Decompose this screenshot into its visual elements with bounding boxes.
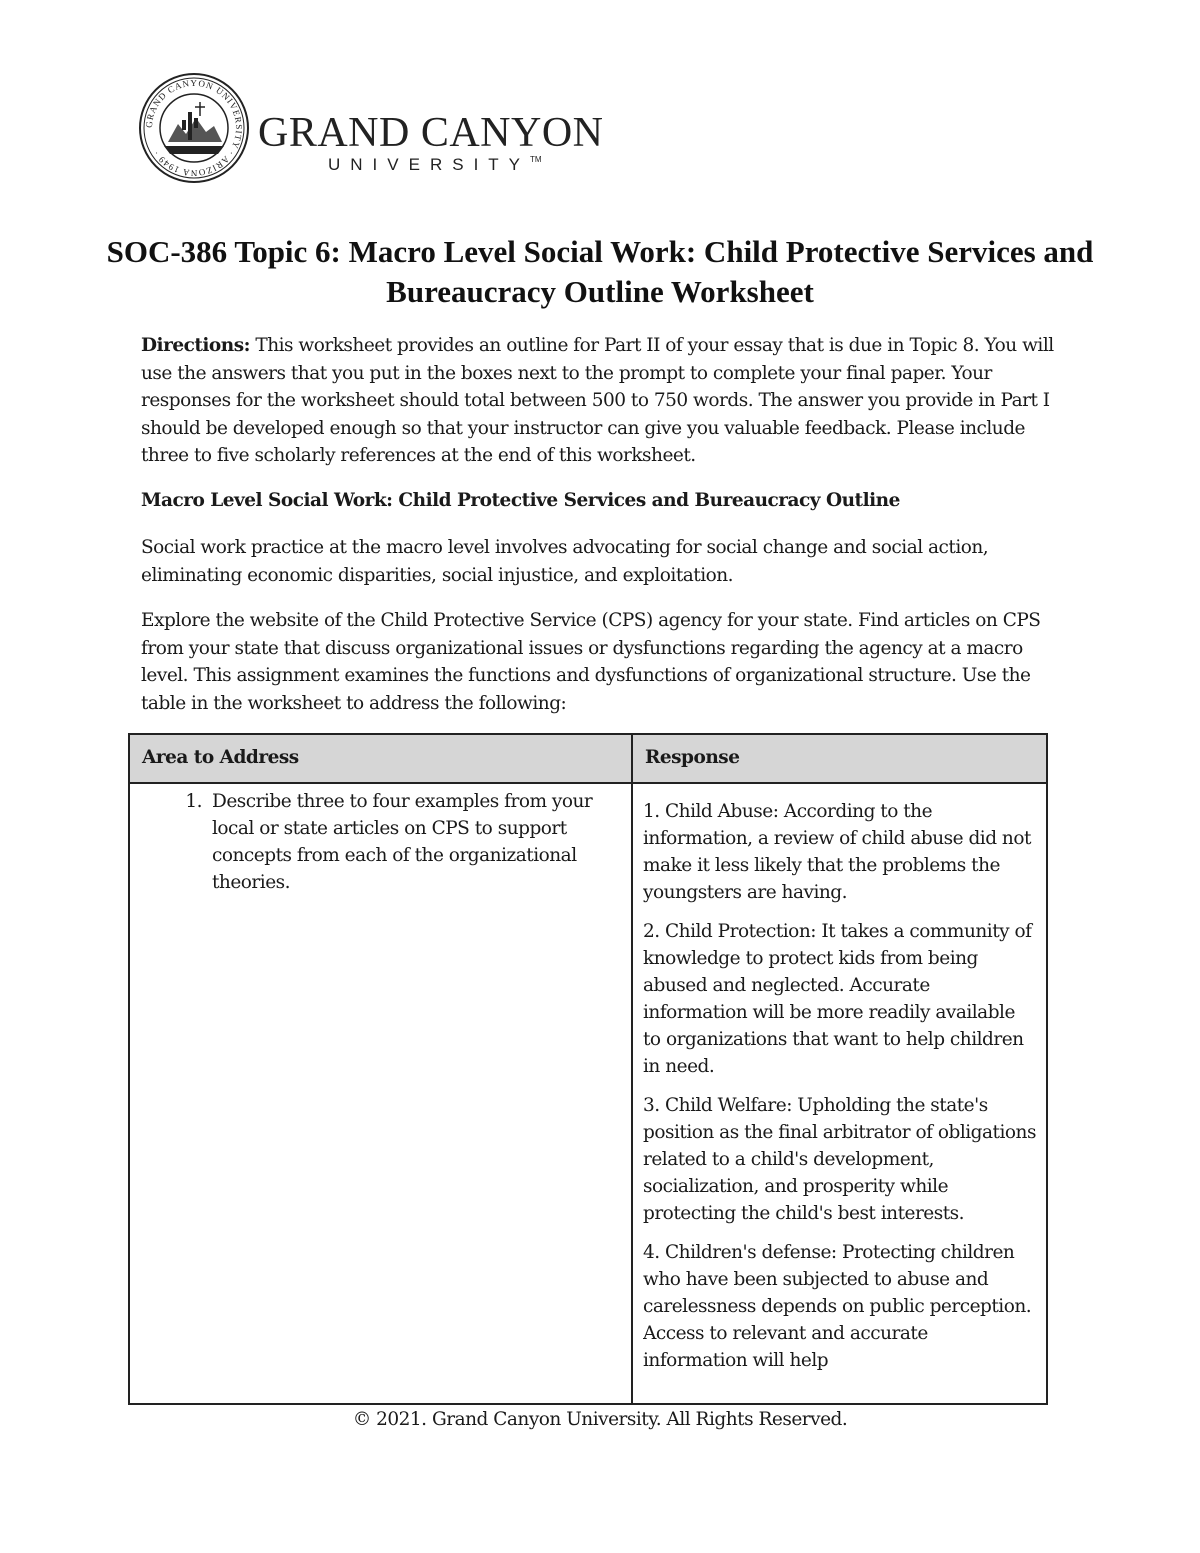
logo-sub-text: UNIVERSITY [328, 155, 531, 174]
area-list-item [140, 788, 623, 896]
table-row [129, 783, 1047, 1404]
header-response: Response [632, 734, 1047, 783]
response-paragraph: 1. Child Abuse: According to the information, a review of child abuse did not make it less likely that the problems the youngsters are having. [643, 801, 1031, 903]
directions-label: Directions: [141, 335, 250, 356]
response-paragraph: 3. Child Welfare: Upholding the state's position as the final arbitrator of obligations related to a child's development, socialization, and prosperity while protecting the child's best interests. [643, 1095, 1036, 1224]
svg-text:GRAND CANYON UNIVERSITY · ARIZ: GRAND CANYON UNIVERSITY · ARIZONA 1949 · [143, 77, 245, 179]
copyright-footer: © 2021. Grand Canyon University. All Rights Reserved. [352, 1409, 848, 1430]
directions-paragraph [141, 332, 1061, 470]
section-heading: Macro Level Social Work: Child Protective Services and Bureaucracy Outline [141, 490, 900, 511]
area-item-number: 1. [185, 791, 202, 812]
university-seal-icon [138, 72, 250, 184]
logo-brand-subtitle [328, 156, 542, 173]
area-item-text: Describe three to four examples from your local or state articles on CPS to support concepts from each of the organizational theories. [212, 791, 593, 893]
directions-text: This worksheet provides an outline for Part II of your essay that is due in Topic 8. You will use the answers that you put in the boxes next to the prompt to complete your final paper. Your responses for the worksheet should total between 500 to 750 words. The answer you provide in Part I should be developed enough so that your instructor can give you valuable feedback. Please include three to five scholarly references at the end of this worksheet. [141, 335, 1054, 466]
response-paragraph: 2. Child Protection: It takes a community of knowledge to protect kids from being abused and neglected. Accurate information will be more readily available to organizations that want to help children in need. [643, 921, 1032, 1077]
header-area-to-address: Area to Address [129, 734, 632, 783]
outline-table [128, 733, 1048, 1405]
response-paragraph: 4. Children's defense: Protecting children who have been subjected to abuse and carelessness depends on public perception. Access to relevant and accurate information will help [643, 1242, 1032, 1371]
area-cell [129, 783, 632, 1404]
document-title: SOC-386 Topic 6: Macro Level Social Work: Child Protective Services and Bureaucracy Outline Worksheet [106, 234, 1094, 309]
trademark-mark: TM [530, 155, 542, 164]
response-content [643, 798, 1036, 1403]
response-cell[interactable] [632, 783, 1047, 1404]
instructions-paragraph: Explore the website of the Child Protective Service (CPS) agency for your state. Find articles on CPS from your state that discuss organizational issues or dysfunctions regarding the agency at a macro level. This assignment examines the functions and dysfunctions of organizational structure. Use the table in the worksheet to address the following: [141, 610, 1041, 714]
university-logo [138, 72, 618, 188]
table-header-row [129, 734, 1047, 783]
logo-brand-name: GRAND CANYON [258, 110, 604, 156]
intro-paragraph: Social work practice at the macro level involves advocating for social change and social action, eliminating economic disparities, social injustice, and exploitation. [141, 537, 989, 586]
